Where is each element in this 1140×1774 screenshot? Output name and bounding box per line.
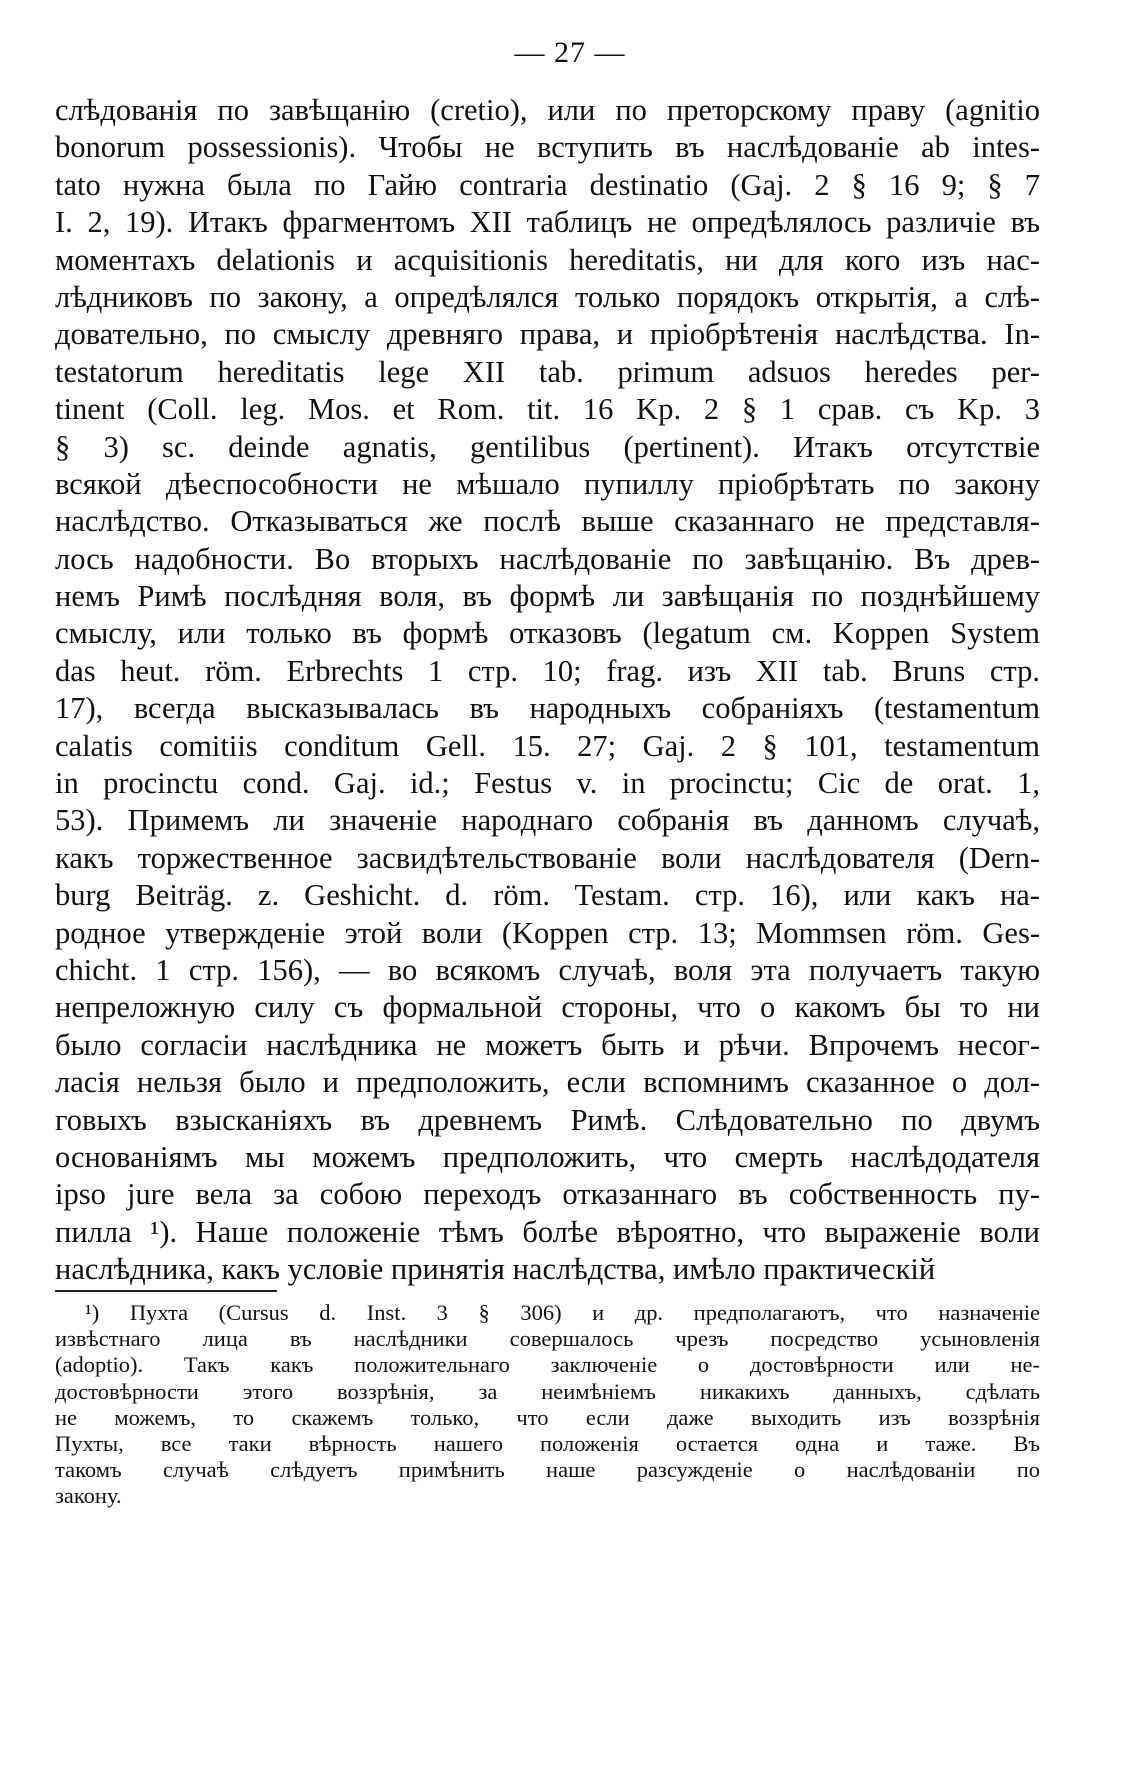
text-line: лѣдниковъ по закону, а опредѣлялся только порядокъ открытія, а слѣ-	[55, 279, 1040, 314]
text-line: пилла ¹). Наше положеніе тѣмъ болѣе вѣроятно, что выраженіе воли	[55, 1214, 1040, 1249]
footnote-line: Пухты, все таки вѣрность нашего положенія остается одна и таже. Въ	[55, 1430, 1040, 1456]
footnote-line: извѣстнаго лица въ наслѣдники совершалось чрезъ посредство усыновленія	[55, 1326, 1040, 1352]
text-line: das heut. röm. Erbrechts 1 стр. 10; frag. изъ XII tab. Bruns стр.	[55, 653, 1040, 688]
text-line: было согласіи наслѣдника не можетъ быть и рѣчи. Впрочемъ несог-	[55, 1027, 1040, 1062]
text-line: слѣдованія по завѣщанію (cretio), или по преторскому праву (agnitio	[55, 93, 1040, 127]
text-line: ipso jure вела за собою переходъ отказаннаго въ собственность пу-	[55, 1177, 1040, 1212]
text-line: наслѣдство. Отказываться же послѣ выше сказаннаго не представля-	[55, 504, 1040, 539]
text-line: ласія нельзя было и предположить, если вспомнимъ сказанное о дол-	[55, 1065, 1040, 1100]
text-line: 53). Примемъ ли значеніе народнаго собранія въ данномъ случаѣ,	[55, 803, 1040, 838]
footnote-line: достовѣрности этого воззрѣнія, за неимѣніемъ никакихъ данныхъ, сдѣлать	[55, 1378, 1040, 1404]
text-line: родное утвержденіе этой воли (Koppen стр. 13; Mommsen röm. Ges-	[55, 915, 1040, 950]
footnote-line: закону.	[55, 1483, 122, 1509]
text-line: непреложную силу съ формальной стороны, что о какомъ бы то ни	[55, 990, 1040, 1025]
text-line: наслѣдника, какъ условіе принятія наслѣдства, имѣло практическій	[55, 1252, 936, 1287]
text-line: всякой дѣеспособности не мѣшало пупиллу пріобрѣтать по закону	[55, 466, 1040, 501]
text-line: in procinctu cond. Gaj. id.; Festus v. in procinctu; Cic de orat. 1,	[55, 766, 1040, 801]
footnote-line: (adoptio). Такъ какъ положительнаго заключеніе о достовѣрности или не-	[55, 1352, 1040, 1378]
text-line: tinent (Coll. leg. Mos. et Rom. tit. 16 Kp. 2 § 1 срав. съ Kp. 3	[55, 392, 1040, 427]
text-line: говыхъ взысканіяхъ въ древнемъ Римѣ. Слѣдовательно по двумъ	[55, 1102, 1040, 1137]
text-line: немъ Римѣ послѣдняя воля, въ формѣ ли завѣщанія по позднѣйшему	[55, 579, 1040, 614]
text-line: лось надобности. Во вторыхъ наслѣдованіе по завѣщанію. Въ древ-	[55, 541, 1040, 576]
text-line: моментахъ delationis и acquisitionis hereditatis, ни для кого изъ нас-	[55, 242, 1040, 277]
text-line: какъ торжественное засвидѣтельствованіе воли наслѣдователя (Dern-	[55, 840, 1040, 875]
text-line: chicht. 1 стр. 156), — во всякомъ случаѣ, воля эта получаетъ такую	[55, 952, 1040, 987]
text-line: tato нужна была по Гайю contraria destinatio (Gaj. 2 § 16 9; § 7	[55, 167, 1040, 202]
text-line: § 3) sc. deinde agnatis, gentilibus (pertinent). Итакъ отсутствіе	[55, 429, 1040, 464]
text-line: I. 2, 19). Итакъ фрагментомъ XII таблицъ не опредѣлялось различіе въ	[55, 205, 1040, 240]
text-line: testatorum hereditatis lege XII tab. primum adsuos heredes per-	[55, 354, 1040, 389]
text-line: смыслу, или только въ формѣ отказовъ (legatum см. Koppen System	[55, 616, 1040, 651]
text-line: 17), всегда высказывалась въ народныхъ собраніяхъ (testamentum	[55, 691, 1040, 726]
text-line: довательно, по смыслу древняго права, и пріобрѣтенія наслѣдства. In-	[55, 317, 1040, 352]
main-text	[55, 92, 1040, 1289]
footnote-line: такомъ случаѣ слѣдуетъ примѣнить наше разсужденіе о наслѣдованіи по	[55, 1457, 1040, 1483]
text-line: calatis comitiis conditum Gell. 15. 27; Gaj. 2 § 101, testamentum	[55, 728, 1040, 763]
page-number: — 27 —	[514, 36, 626, 69]
text-line: bonorum possessionis). Чтобы не вступить въ наслѣдованіе ab intes-	[55, 130, 1040, 165]
footnote-line: ¹) Пухта (Cursus d. Inst. 3 § 306) и др. предполагаютъ, что назначеніе	[85, 1300, 1040, 1325]
footnote	[55, 1300, 1040, 1510]
footnote-divider	[55, 1290, 277, 1292]
footnote-line: не можемъ, то скажемъ только, что если даже выходить изъ воззрѣнія	[55, 1404, 1040, 1430]
text-line: burg Beiträg. z. Geshicht. d. röm. Testam. стр. 16), или какъ на-	[55, 878, 1040, 913]
text-line: основаніямъ мы можемъ предположить, что смерть наслѣдодателя	[55, 1139, 1040, 1174]
